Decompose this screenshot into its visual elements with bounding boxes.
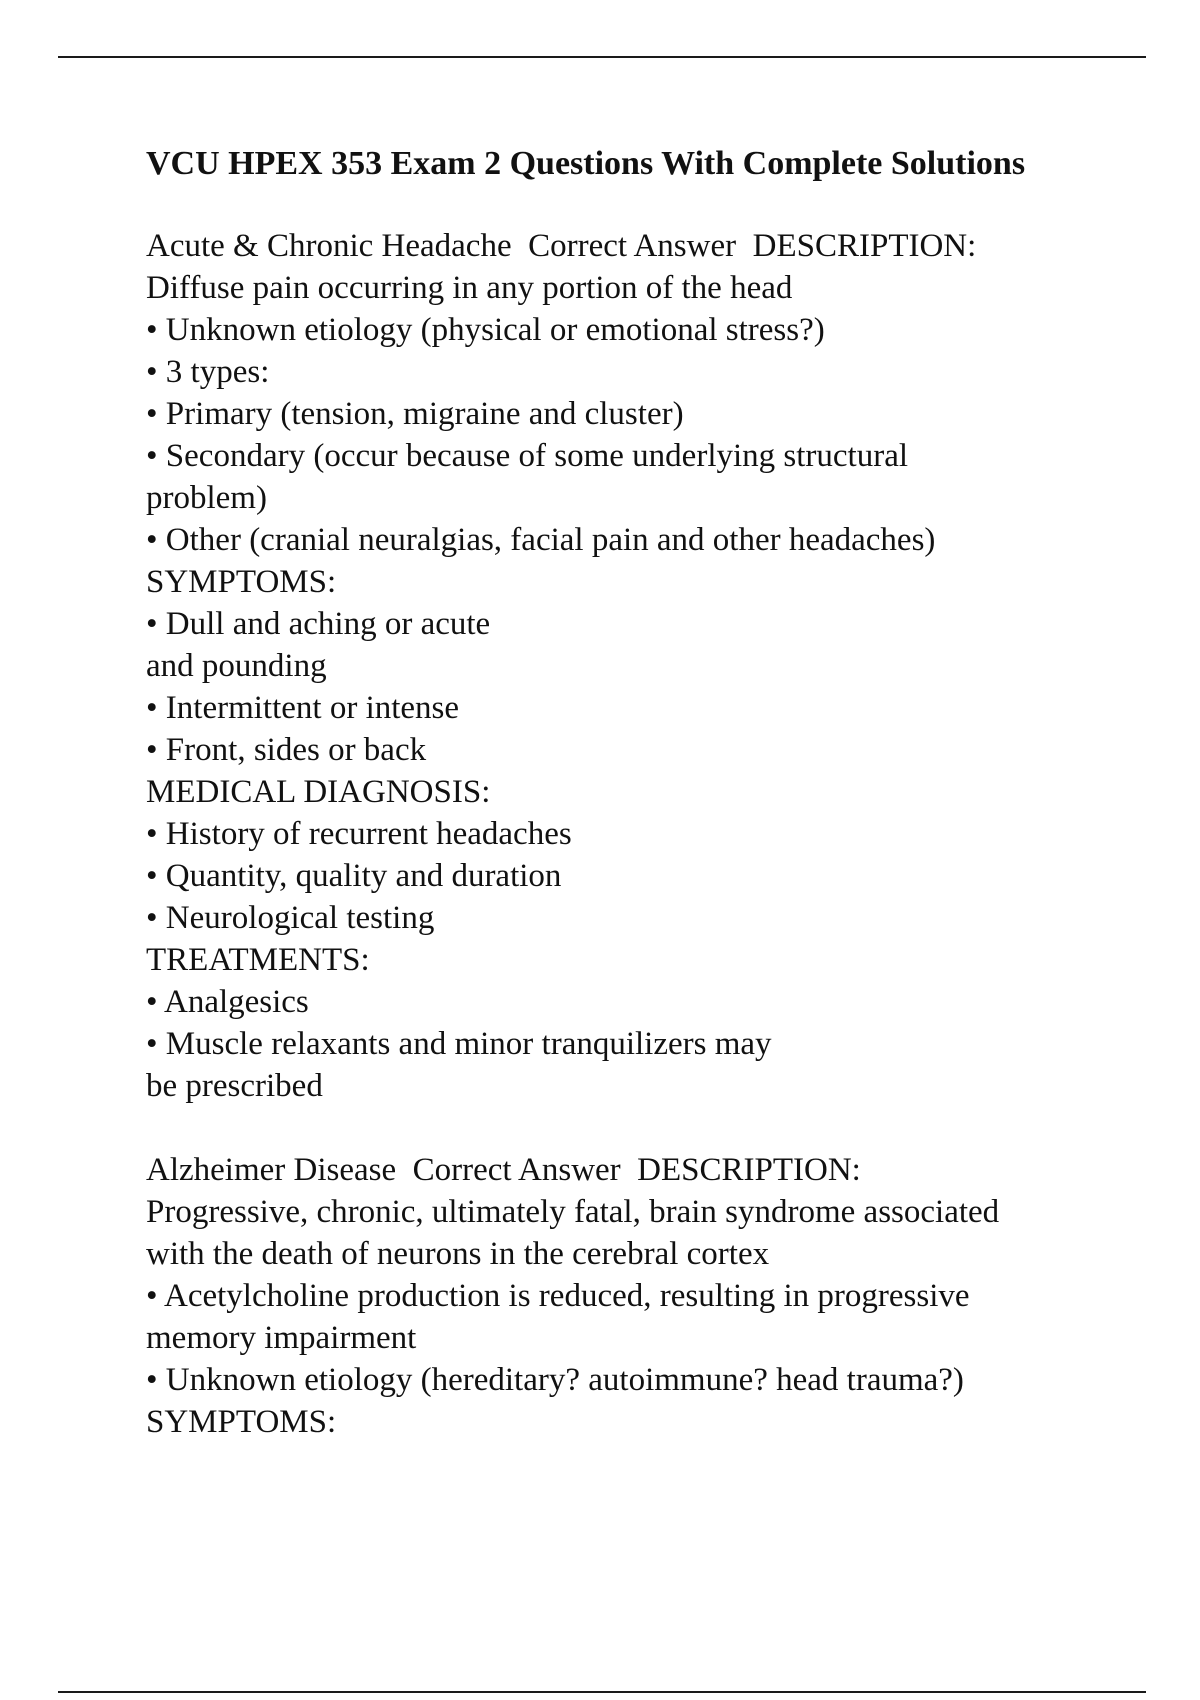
entry-line: • Muscle relaxants and minor tranquilizers may: [146, 1026, 772, 1062]
entry-line: • Intermittent or intense: [146, 690, 460, 726]
entry-line: TREATMENTS:: [146, 942, 370, 978]
entry-line: • Analgesics: [146, 984, 309, 1020]
entry-line: Progressive, chronic, ultimately fatal, brain syndrome associated: [146, 1194, 1000, 1230]
entry-line: and pounding: [146, 648, 327, 684]
entry-line: memory impairment: [146, 1320, 417, 1356]
entry-line: • Neurological testing: [146, 900, 435, 936]
entry-line: • Secondary (occur because of some underlying structural: [146, 438, 909, 474]
entry-line: problem): [146, 480, 267, 516]
entry-line: with the death of neurons in the cerebral cortex: [146, 1236, 770, 1272]
entry-line: SYMPTOMS:: [146, 564, 337, 600]
footer-rule: [58, 1691, 1146, 1693]
entry-line: Alzheimer Disease Correct Answer DESCRIPTION:: [146, 1152, 861, 1188]
entry-line: • History of recurrent headaches: [146, 816, 572, 852]
header-rule: [58, 56, 1146, 58]
entry-line: • Acetylcholine production is reduced, resulting in progressive: [146, 1278, 970, 1314]
document-title: VCU HPEX 353 Exam 2 Questions With Complete Solutions: [146, 145, 1026, 182]
entry-line: be prescribed: [146, 1068, 323, 1104]
entry-line: • Dull and aching or acute: [146, 606, 491, 642]
entry-line: • Front, sides or back: [146, 732, 427, 768]
entry-line: Acute & Chronic Headache Correct Answer DESCRIPTION:: [146, 228, 977, 264]
entry-line: • Quantity, quality and duration: [146, 858, 562, 894]
entry-line: • Unknown etiology (physical or emotional stress?): [146, 312, 825, 348]
entry-line: • Primary (tension, migraine and cluster): [146, 396, 684, 432]
document-body: [146, 143, 1106, 1485]
entry-line: Diffuse pain occurring in any portion of the head: [146, 270, 793, 306]
entry-line: • Other (cranial neuralgias, facial pain and other headaches): [146, 522, 936, 558]
entry-alzheimer: [146, 1149, 1106, 1443]
entry-headache: [146, 225, 1106, 1107]
entry-line: • 3 types:: [146, 354, 270, 390]
entry-line: MEDICAL DIAGNOSIS:: [146, 774, 491, 810]
entry-line: SYMPTOMS:: [146, 1404, 337, 1440]
entry-line: • Unknown etiology (hereditary? autoimmune? head trauma?): [146, 1362, 964, 1398]
